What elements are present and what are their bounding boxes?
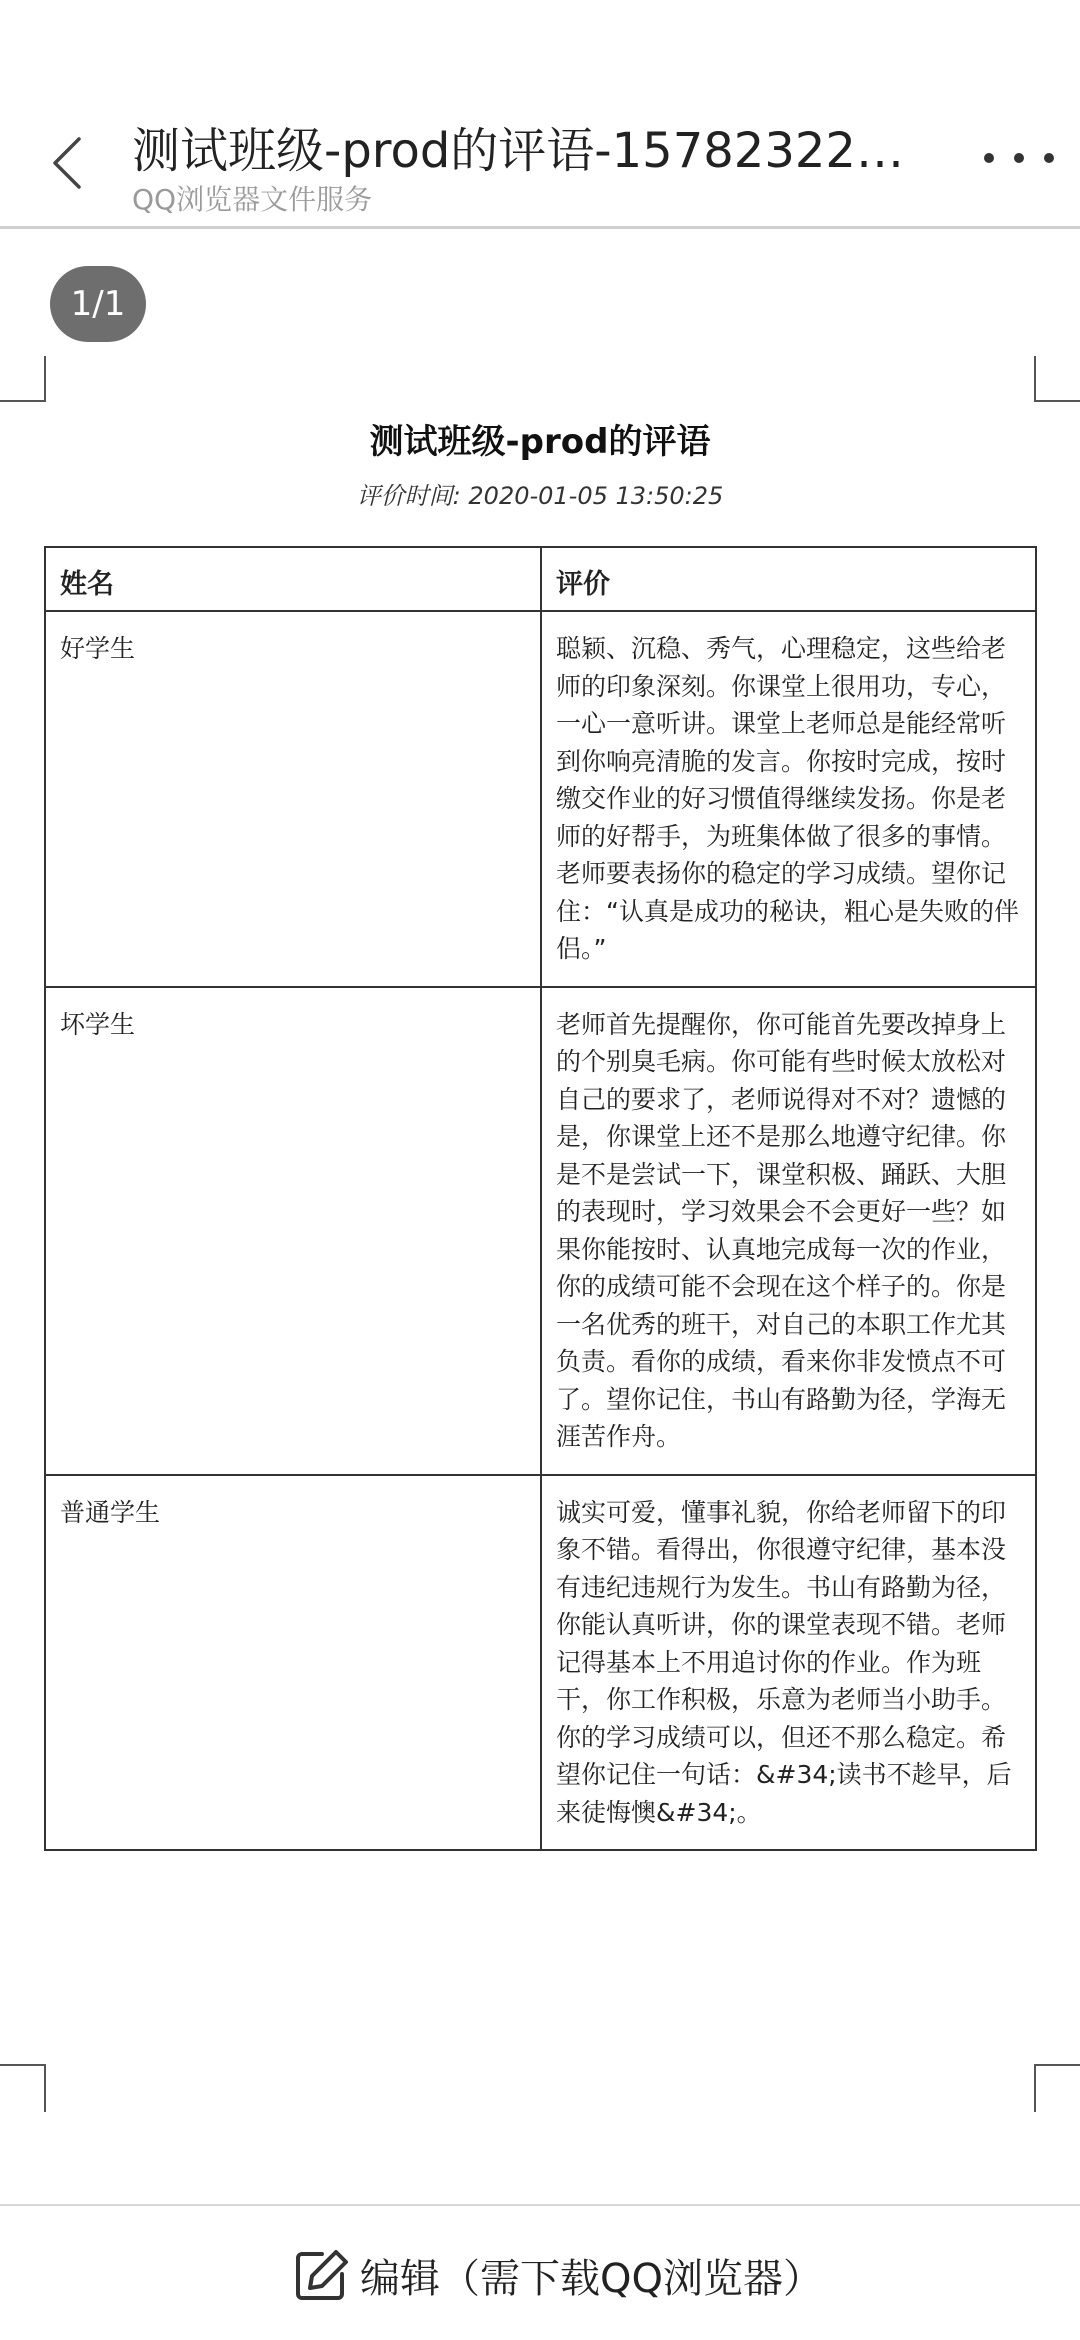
column-header-name: 姓名 [45, 547, 541, 611]
table-row [45, 611, 1036, 987]
back-button[interactable] [36, 128, 96, 198]
dot-icon [1014, 153, 1024, 163]
more-options-button[interactable] [984, 138, 1054, 178]
dot-icon [984, 153, 994, 163]
top-bar [0, 0, 1080, 226]
student-comment: 聪颖、沉稳、秀气，心理稳定，这些给老师的印象深刻。你课堂上很用功，专心，一心一意听讲。课堂上老师总是能经常听到你响亮清脆的发言。你按时完成，按时缴交作业的好习惯值得继续发扬。你是老师的好帮手，为班集体做了很多的事情。老师要表扬你的稳定的学习成绩。望你记住：“认真是成功的秘诀，粗心是失败的伴侣。” [541, 611, 1036, 987]
crop-mark [0, 356, 46, 402]
crop-mark [0, 2064, 46, 2112]
evaluation-table [44, 546, 1037, 1851]
student-name: 普通学生 [45, 1475, 541, 1851]
crop-mark [1034, 2064, 1080, 2112]
evaluation-time: 评价时间: 2020-01-05 13:50:25 [356, 482, 724, 510]
file-subtitle: QQ浏览器文件服务 [132, 183, 373, 216]
edit-button-label: 编辑（需下载QQ浏览器） [360, 2255, 823, 2302]
student-name: 坏学生 [45, 987, 541, 1475]
dot-icon [1044, 153, 1054, 163]
page-indicator: 1/1 [50, 266, 146, 342]
crop-mark [1034, 356, 1080, 402]
document-title: 测试班级-prod的评语 [369, 422, 711, 462]
student-comment: 老师首先提醒你，你可能首先要改掉身上的个别臭毛病。你可能有些时候太放松对自己的要求了，老师说得对不对？遗憾的是，你课堂上还不是那么地遵守纪律。你是不是尝试一下，课堂积极、踊跃、大胆的表现时，学习效果会不会更好一些？如果你能按时、认真地完成每一次的作业，你的成绩可能不会现在这个样子的。你是一名优秀的班干，对自己的本职工作尤其负责。看你的成绩，看来你非发愤点不可了。望你记住，书山有路勤为径，学海无涯苦作舟。 [541, 987, 1036, 1475]
student-comment: 诚实可爱，懂事礼貌，你给老师留下的印象不错。看得出，你很遵守纪律，基本没有违纪违规行为发生。书山有路勤为径，你能认真听讲，你的课堂表现不错。老师记得基本上不用追讨你的作业。作为班干，你工作积极，乐意为老师当小助手。你的学习成绩可以，但还不那么稳定。希望你记住一句话：&#34;读书不趁早，后来徒悔懊&#34;。 [541, 1475, 1036, 1851]
chevron-left-icon [49, 135, 83, 191]
table-row [45, 987, 1036, 1475]
bottom-divider [0, 2204, 1080, 2206]
table-row [45, 1475, 1036, 1851]
table-header-row [45, 547, 1036, 611]
column-header-comment: 评价 [541, 547, 1036, 611]
file-title: 测试班级-prod的评语-15782322… [132, 123, 904, 179]
edit-button[interactable] [292, 2238, 823, 2312]
student-name: 好学生 [45, 611, 541, 987]
header-divider [0, 226, 1080, 229]
edit-icon [292, 2246, 350, 2304]
